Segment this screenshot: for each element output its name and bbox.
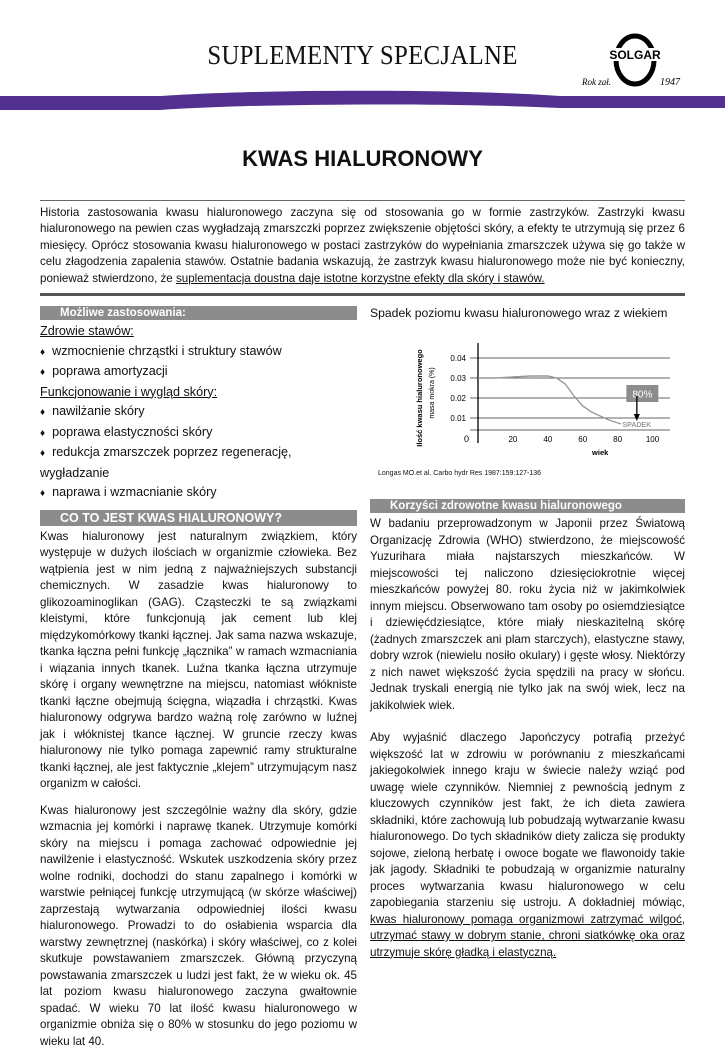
what-heading: CO TO JEST KWAS HIALURONOWY? bbox=[40, 510, 357, 526]
series-title: SUPLEMENTY SPECJALNE bbox=[207, 40, 518, 70]
origin-label: 0 bbox=[464, 434, 470, 445]
what-paragraph-2: Kwas hialuronowy jest szczególnie ważny dla skóry, gdzie wzmacnia jej komórki i naprawę tkanek. Utrzymuje komórki skóry na miejscu i pomaga zachować odpowiednie jej nawilżenie i elastyczność. Wskutek uszkodzenia skóry przez wolne rodniki, dochodzi do stanu zapalnego i komórki w warstwie pełniącej funkcję utrzymującą (w skórze właściwej) zaprzestają wytwarzania odpowiedniej ilości kwasu hialuronowego. Prowadzi to do osłabienia wsparcia dla warstwy zewnętrznej (naskórka) i skóry właściwej, co z kolei skutkuje powstawaniem zmarszczek. Główną przyczyną powstawania zmarszczek u ludzi jest fakt, że w wieku ok. 45 lat poziom kwasu hialuronowego zaczyna gwałtownie spadać. W wieku 70 lat ilość kwasu hialuronowego w organizmie obniża się o 80% w stosunku do jego poziomu w wieku lat 40. bbox=[40, 803, 357, 1048]
uses-list bbox=[40, 322, 357, 504]
list-item: ♦ wzmocnienie chrząstki i struktury stawów bbox=[40, 342, 357, 363]
y-tick-label: 0.04 bbox=[450, 354, 466, 364]
benefits-p2-underlined: kwas hialuronowy pomaga organizmowi zatrzymać wilgoć, utrzymać stawy w dobrym stanie, chroni siatkówkę oka oraz utrzymuje skórę gładką i elastyczną. bbox=[370, 912, 685, 959]
y-tick-label: 0.02 bbox=[450, 394, 466, 404]
x-tick-label: 100 bbox=[645, 435, 660, 445]
benefits-p2-text: Aby wyjaśnić dlaczego Japończycy potrafią przeżyć większość lat w zdrowiu w porównaniu z mieszkańcami jakiegokolwiek innego kraju w świecie należy wziąć pod uwagę wiele czynników. Niemniej z pewnością jednym z kluczowych czynników jest fakt, że ich dieta zawiera składniki, które zachowują lub pobudzają wytwarzanie kwasu hialuronowego. Do tych składników diety zalicza się produkty sojowe, zieloną herbatę i owoce bogate we flawonoidy takie jak jagody. Składniki te pobudzają w organizmie naturalny proces wytwarzania kwasu hialuronowego w celu zapobiegania starzeniu się ustroju. A dokładniej mówiąc, bbox=[370, 731, 685, 910]
benefits-paragraph-1: W badaniu przeprowadzonym w Japonii przez Światową Organizację Zdrowia (WHO) stwierdzono, że miejscowość Yuzurihara miała najstarszych mieszkańców. W miejscowości tej naliczono dziesięciokrotnie więcej mieszkańców powyżej 80. roku życia niż w jakimkolwiek innym miejscu. Obserwowano tam osoby po osiemdziesiątce i dziewięćdziesiątce, które miały nieskazitelną skórę (żadnych zmarszczek ani plam starczych), elastyczne stawy, dobry wzrok (niewielu nosiło okulary) i gęste włosy. Niektórzy z nich nawet większość życia spędzili na pracy w słońcu. Jednak tryskali energią nie tylko jak na swój wiek, lecz na jakikolwiek wiek. bbox=[370, 517, 685, 712]
chart-citation: Longas MO.et al. Carbo hydr Res 1987:159:127-136 bbox=[378, 470, 542, 478]
left-column bbox=[40, 306, 357, 1050]
y-tick-label: 0.03 bbox=[450, 374, 466, 384]
x-tick-label: 40 bbox=[543, 435, 553, 445]
header-wave bbox=[0, 88, 725, 118]
content bbox=[40, 200, 685, 1050]
logo-since: Rok zał. bbox=[582, 77, 611, 87]
list-item: ♦ poprawa elastyczności skóry bbox=[40, 423, 357, 444]
list-item: ♦ poprawa amortyzacji bbox=[40, 362, 357, 383]
annotation-percent: 80% bbox=[632, 389, 653, 401]
y-axis-label: Ilość kwasu hialuronowego bbox=[415, 349, 424, 447]
uses-heading: Możliwe zastosowania: bbox=[40, 306, 357, 320]
x-tick-label: 60 bbox=[578, 435, 588, 445]
logo-year: 1947 bbox=[660, 77, 680, 88]
page-title: KWAS HIALURONOWY bbox=[242, 146, 483, 171]
benefits-heading: Korzyści zdrowotne kwasu hialuronowego bbox=[370, 499, 685, 513]
x-tick-label: 20 bbox=[508, 435, 518, 445]
solgar-logo bbox=[580, 32, 690, 92]
chart-title: Spadek poziomu kwasu hialuronowego wraz z wiekiem bbox=[370, 306, 668, 321]
list-item: ♦ redukcja zmarszczek poprzez regenerację, wygładzanie bbox=[40, 443, 357, 483]
what-paragraph-1: Kwas hialuronowy jest naturalnym związkiem, który występuje w dużych ilościach w organizmie człowieka. Bez wątpienia jest w nim jedną z najważniejszych substancji chemicznych. W zasadzie kwas hialuronowy to glikozoaminoglikan (GAG). Cząsteczki te są związkami kleistymi, które funkcjonują jak cement lub klej międzykomórkowy tkanki łącznej. Jak sama nazwa wskazuje, tkanka łączna pełni funkcję „łącznika” w ramach wzmacniania i wiązania innych tkanek. Luźna tkanka łączna utrzymuje skórę i organy wewnętrzne na miejscu, natomiast włókniste tkanki łączne obejmują ścięgna, wiązadła i chrząstki. Kwas hialuronowy odgrywa bardzo ważną rolę zarówno w luźnej jak i włóknistej tkance łącznej. W gruncie rzeczy kwas hialuronowy nie tylko pomaga zapewnić ramy strukturalne tkanki łącznej, ale jest faktycznie „klejem” utrzymującym nasz organizm w całości. bbox=[40, 529, 357, 791]
logo-text: SOLGAR bbox=[609, 48, 661, 62]
list-item: ♦ naprawa i wzmacnianie skóry bbox=[40, 483, 357, 504]
series-line bbox=[478, 376, 621, 424]
right-column bbox=[370, 306, 685, 1050]
benefits-paragraph-2 bbox=[370, 730, 685, 961]
group-joints: Zdrowie stawów: bbox=[40, 324, 134, 339]
intro-paragraph bbox=[40, 200, 685, 296]
list-item: ♦ nawilżanie skóry bbox=[40, 402, 357, 423]
hyaluronic-chart bbox=[370, 320, 685, 470]
group-skin: Funkcjonowanie i wygląd skóry: bbox=[40, 384, 218, 399]
x-axis-label: wiek bbox=[592, 448, 609, 458]
x-tick-label: 80 bbox=[613, 435, 623, 445]
columns bbox=[40, 306, 685, 1050]
intro-underlined: suplementacja doustna daje istotne korzystne efekty dla skóry i stawów. bbox=[175, 271, 545, 285]
y-tick-label: 0.01 bbox=[450, 414, 466, 424]
annotation-label: SPADEK bbox=[622, 422, 652, 430]
y-axis-sublabel: masa mokra (%) bbox=[429, 367, 436, 419]
intro-text: Historia zastosowania kwasu hialuronowego zaczyna się od stosowania go w formie zastrzyków. Zastrzyki kwasu hialuronowego na pewien czas wygładzają zmarszczki poprzez zwiększenie objętości skóry, a efekty te utrzymują się przez 6 miesięcy. Oprócz stosowania kwasu hialuronowego w postaci zastrzyków do wypełniania zmarszczek używa się go także w celu złagodzenia zapalenia stawów. Ostatnie badania wskazują, że zastrzyk kwasu hialuronowego może nie być konieczny, ponieważ stwierdzono, że bbox=[40, 206, 685, 285]
